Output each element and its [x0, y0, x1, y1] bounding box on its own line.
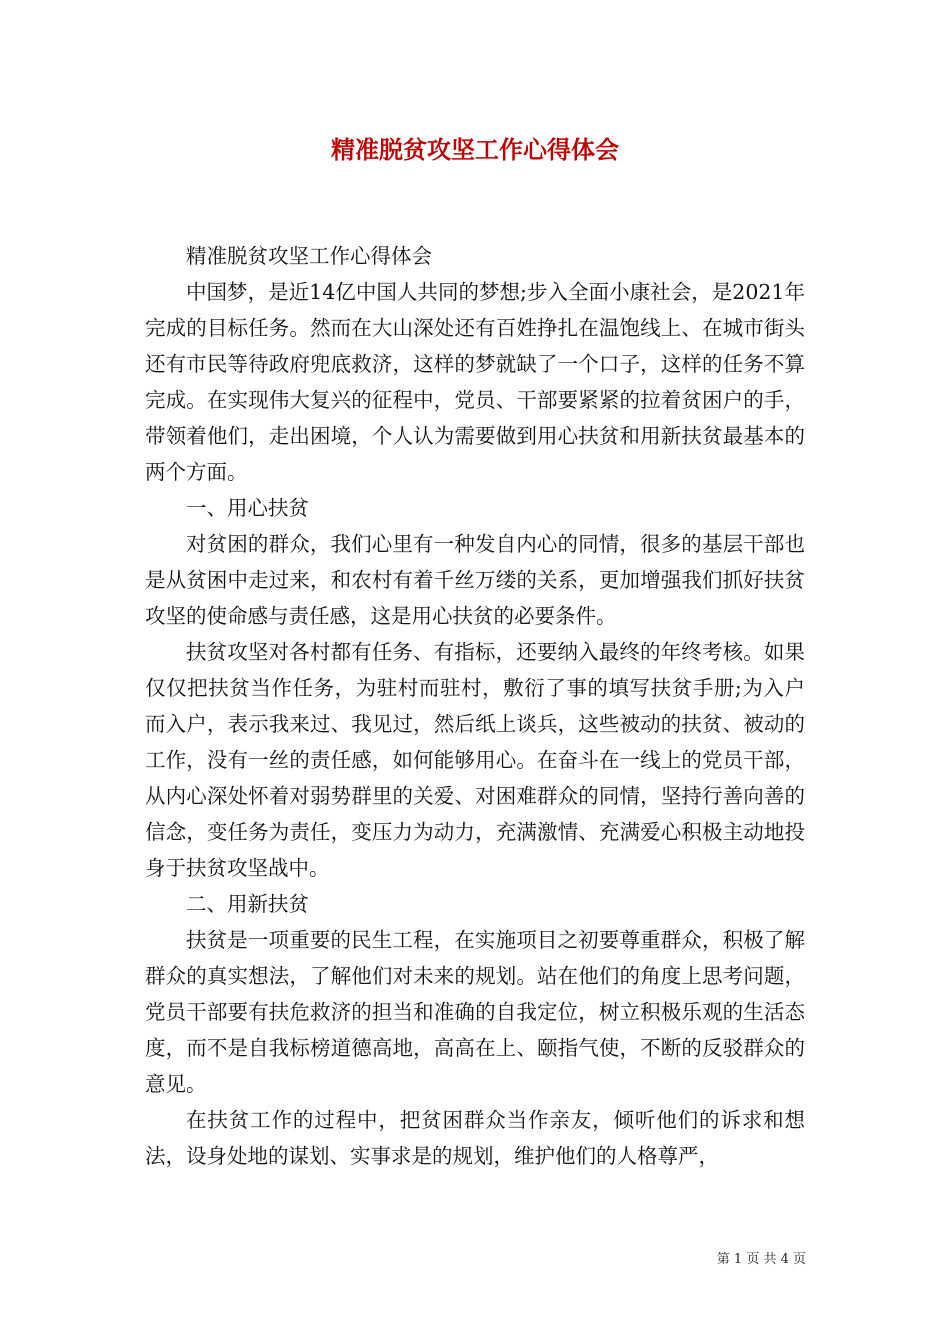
- section-heading-2: 二、用新扶贫: [186, 892, 309, 916]
- paragraph: 在扶贫工作的过程中，把贫困群众当作亲友，倾听他们的诉求和想法，设身处地的谋划、实事求是的规划，维护他们的人格尊严，: [145, 1108, 805, 1168]
- paragraph: 扶贫攻坚对各村都有任务、有指标，还要纳入最终的年终考核。如果仅仅把扶贫当作任务，为驻村而驻村，敷衍了事的填写扶贫手册;为入户而入户，表示我来过、我见过，然后纸上谈兵，这些被动的扶贫、被动的工作，没有一丝的责任感，如何能够用心。在奋斗在一线上的党员干部，从内心深处怀着对弱势群里的关爱、对困难群众的同情，坚持行善向善的信念，变任务为责任，变压力为动力，充满激情、充满爱心积极主动地投身于扶贫攻坚战中。: [145, 640, 805, 880]
- section-heading-1: 一、用心扶贫: [186, 496, 309, 520]
- paragraph-intro: 中国梦，是近14亿中国人共同的梦想;步入全面小康社会，是2021年完成的目标任务。然而在大山深处还有百姓挣扎在温饱线上、在城市街头还有市民等待政府兜底救济，这样的梦就缺了一个口子，这样的任务不算完成。在实现伟大复兴的征程中，党员、干部要紧紧的拉着贫困户的手，带领着他们，走出困境，个人认为需要做到用心扶贫和用新扶贫最基本的两个方面。: [145, 280, 805, 484]
- paragraph: 对贫困的群众，我们心里有一种发自内心的同情，很多的基层干部也是从贫困中走过来，和农村有着千丝万缕的关系，更加增强我们抓好扶贫攻坚的使命感与责任感，这是用心扶贫的必要条件。: [145, 532, 805, 628]
- document-body: [145, 238, 805, 1174]
- paragraph: 扶贫是一项重要的民生工程，在实施项目之初要尊重群众，积极了解群众的真实想法，了解他们对未来的规划。站在他们的角度上思考问题，党员干部要有扶危救济的担当和准确的自我定位，树立积极乐观的生活态度，而不是自我标榜道德高地，高高在上、颐指气使，不断的反驳群众的意见。: [145, 928, 805, 1096]
- page-number: 第 1 页 共 4 页: [716, 1252, 806, 1267]
- document-title: 精准脱贫攻坚工作心得体会: [331, 135, 619, 164]
- paragraph-heading: 精准脱贫攻坚工作心得体会: [186, 244, 432, 268]
